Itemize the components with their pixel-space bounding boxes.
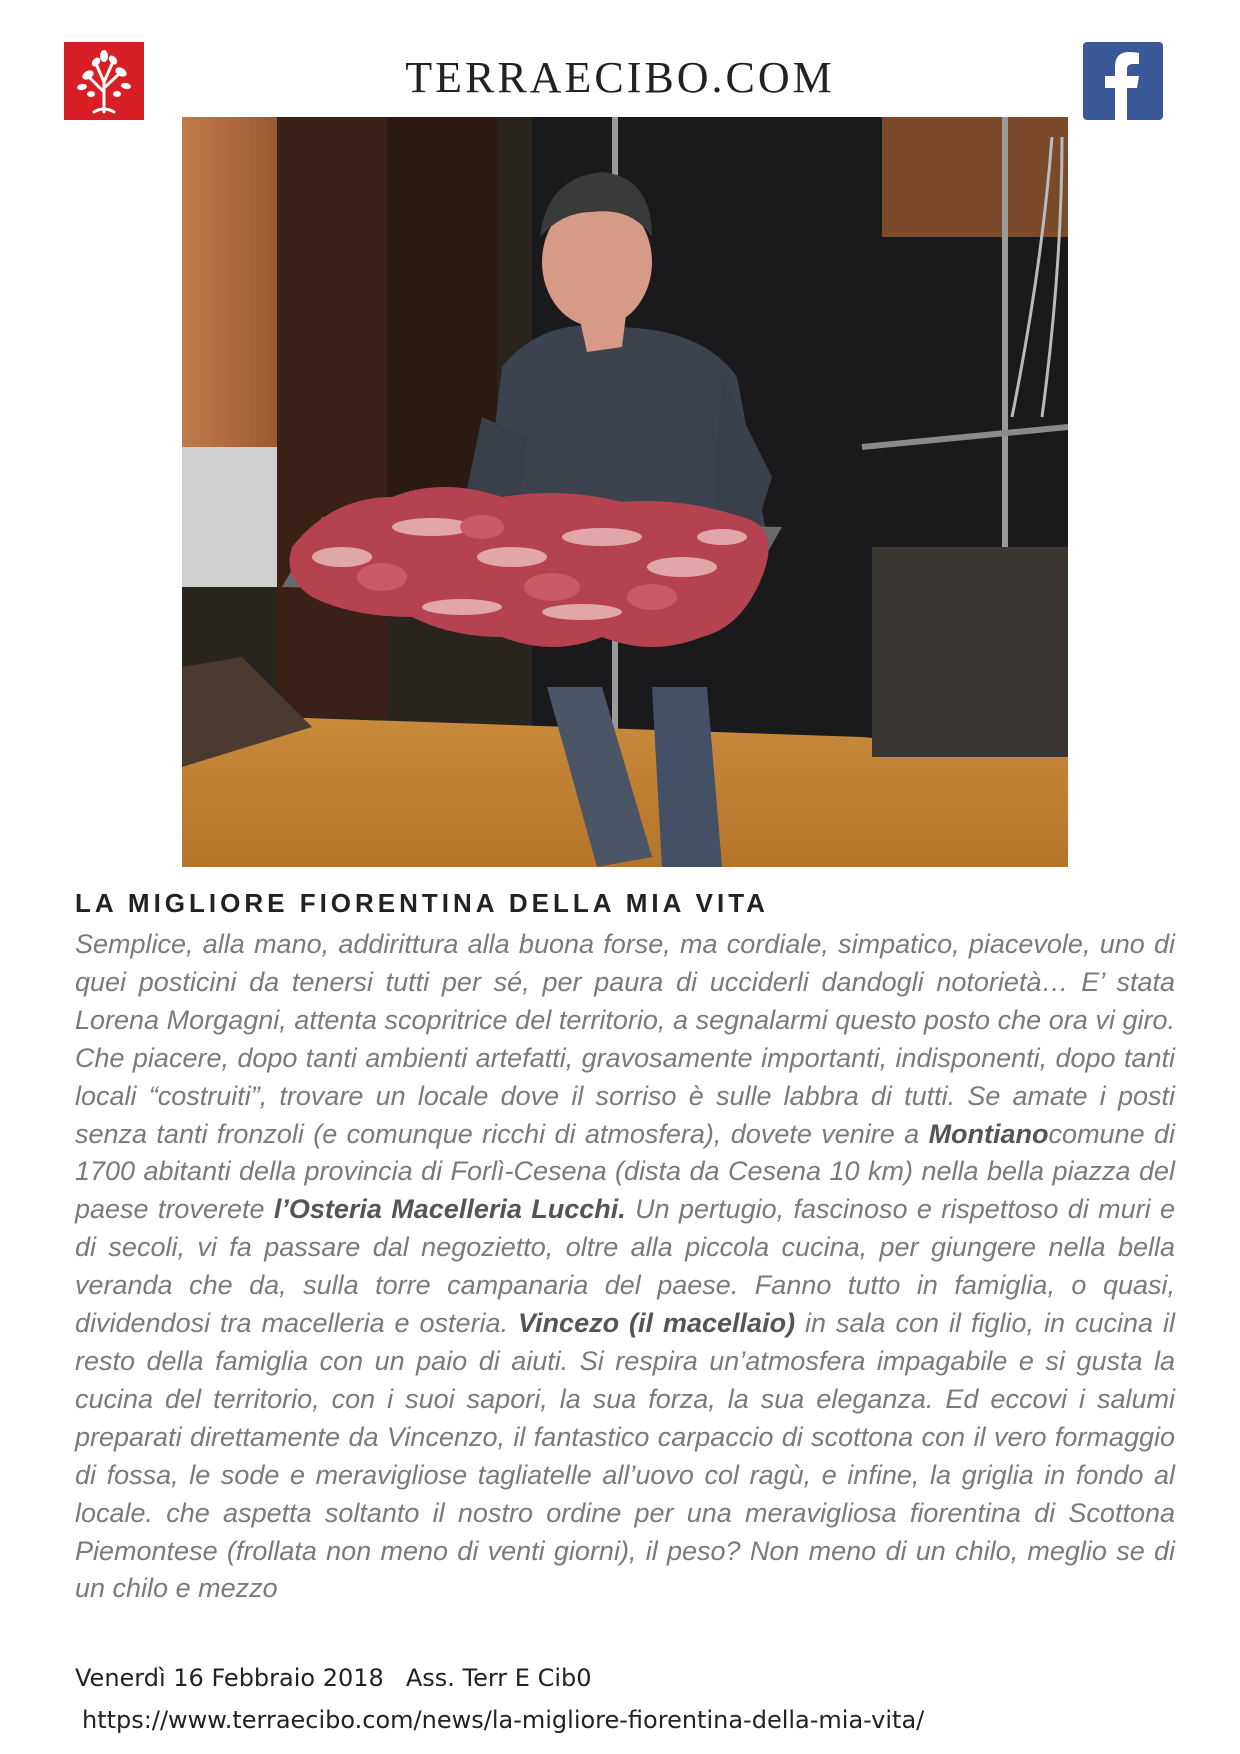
facebook-icon[interactable] [1083, 42, 1163, 120]
article-text-4: in sala con il figlio, in cucina il resto della famiglia con un paio di aiuti. Si respira un’atmosfera impagabile e si gusta la cucina del territorio, con i suoi sapori, la sua forza, la sua eleganza. Ed eccovi i salumi preparati direttamente da Vincenzo, il fantastico carpaccio di scottona con il vero formaggio di fossa, le sode e meravigliose tagliatelle all’uovo col ragù, e infine, la griglia in fondo al locale. che aspetta soltanto il nostro ordine per una meravigliosa fiorentina di Scottona Piemontese (frollata non meno di venti giorni), il peso? Non meno di un chilo, meglio se di un chilo e mezzo [75, 1308, 1175, 1604]
restaurant-name: l’Osteria Macelleria Lucchi. [273, 1194, 626, 1225]
author: Ass. Terr E Cib0 [405, 1664, 592, 1692]
site-title: TERRAECIBO.COM [405, 53, 835, 102]
article-text-2: comune di 1700 abitanti della provincia di Forlì-Cesena (dista da Cesena 10 km) nella bella piazza del paese troverete [75, 1118, 1175, 1225]
article-body [75, 926, 1175, 1608]
article-title: LA MIGLIORE FIORENTINA DELLA MIA VITA [75, 888, 769, 918]
article-text-1: Semplice, alla mano, addirittura alla buona forse, ma cordiale, simpatico, piacevole, uno di quei posticini da tenersi tutti per sé, per paura di ucciderli dandogli notorietà… E’ stata Lorena Morgagni, attenta scopritrice del territorio, a segnalarmi questo posto che ora vi giro. Che piacere, dopo tanti ambienti artefatti, gravosamente importanti, indisponenti, dopo tanti locali “costruiti”, trovare un locale dove il sorriso è sulle labbra di tutti. Se amate i posti senza tanti fronzoli (e comunque ricchi di atmosfera), dovete venire a [75, 929, 1175, 1149]
article-text-3: Un pertugio, fascinoso e rispettoso di muri e di secoli, vi fa passare dal negozietto, oltre alla piccola cucina, per giungere nella bella veranda che da, sulla torre campanaria del paese. Fanno tutto in famiglia, o quasi, dividendosi tra macelleria e osteria. [75, 1194, 1175, 1339]
butcher-name: Vincezo (il macellaio) [518, 1308, 796, 1339]
publish-date: Venerdì 16 Febbraio 2018 [75, 1664, 384, 1692]
place-montiano: Montiano [928, 1118, 1049, 1149]
article-url-link[interactable]: https://www.terraecibo.com/news/la-migliore-fiorentina-della-mia-vita/ [82, 1706, 925, 1734]
article-photo [182, 117, 1068, 867]
article-meta [75, 1664, 592, 1692]
